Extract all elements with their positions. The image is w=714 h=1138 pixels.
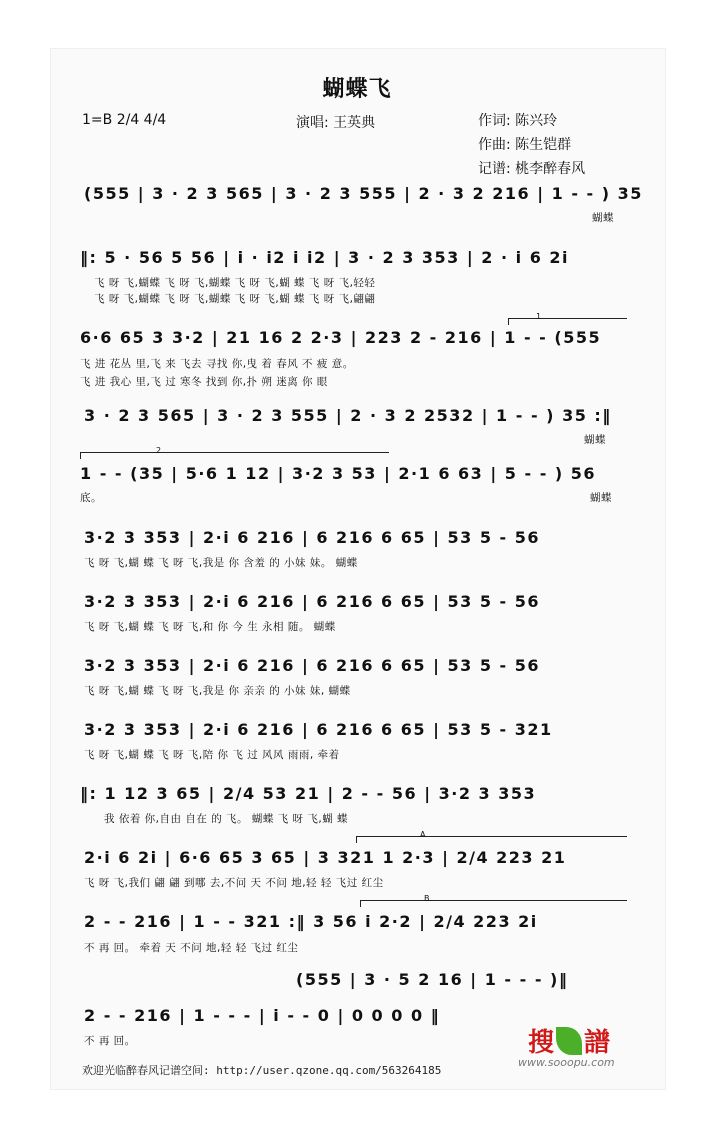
volta-bracket-a bbox=[356, 836, 627, 843]
lyric-row-3b: 飞 进 我心 里,飞 过 寒冬 找到 你,扑 朔 迷离 你 眼 bbox=[80, 376, 328, 388]
leaf-icon bbox=[556, 1027, 582, 1055]
lyric-row-14: 不 再 回。 bbox=[84, 1035, 136, 1047]
transcriber: 记谱: 桃李醉春风 bbox=[478, 161, 586, 177]
singer: 演唱: 王英典 bbox=[296, 115, 376, 131]
notation-row-5: 1 - - (35 | 5·6 1 12 | 3·2 3 53 | 2·1 6 63 | 5 - - ) 56 bbox=[80, 464, 597, 483]
lyric-row-9: 飞 呀 飞,蝴 蝶 飞 呀 飞,陪 你 飞 过 风风 雨雨, 牵着 bbox=[84, 749, 340, 761]
lyric-row-2b: 飞 呀 飞,蝴蝶 飞 呀 飞,蝴蝶 飞 呀 飞,蝴 蝶 飞 呀 飞,翩翩 bbox=[94, 293, 376, 305]
logo-char-2: 譜 bbox=[584, 1028, 611, 1058]
volta-number-2: 2 bbox=[156, 446, 162, 455]
volta-bracket-2 bbox=[80, 452, 389, 459]
volta-label-b: B bbox=[424, 894, 430, 903]
composer: 作曲: 陈生铠群 bbox=[478, 137, 572, 153]
lyric-row-8: 飞 呀 飞,蝴 蝶 飞 呀 飞,我是 你 亲亲 的 小妹 妹, 蝴蝶 bbox=[84, 685, 351, 697]
lyric-row-5a: 底。 bbox=[80, 492, 102, 504]
volta-bracket-b bbox=[360, 900, 627, 907]
lyric-row-2a: 飞 呀 飞,蝴蝶 飞 呀 飞,蝴蝶 飞 呀 飞,蝴 蝶 飞 呀 飞,轻轻 bbox=[94, 277, 376, 289]
lyric-row-1: 蝴蝶 bbox=[592, 212, 614, 224]
notation-row-9: 3·2 3 353 | 2·i 6 216 | 6 216 6 65 | 53 5 - 321 bbox=[84, 720, 553, 739]
lyric-row-11: 飞 呀 飞,我们 翩 翩 到哪 去,不问 天 不问 地,轻 轻 飞过 红尘 bbox=[84, 877, 384, 889]
notation-row-10: ‖: 1 12 3 65 | 2/4 53 21 | 2 - - 56 | 3·2 3 353 bbox=[80, 784, 537, 803]
lyric-row-12: 不 再 回。 牵着 天 不问 地,轻 轻 飞过 红尘 bbox=[84, 942, 299, 954]
notation-row-13: (555 | 3 · 5 2 16 | 1 - - - )‖ bbox=[296, 970, 569, 989]
notation-row-7: 3·2 3 353 | 2·i 6 216 | 6 216 6 65 | 53 5 - 56 bbox=[84, 592, 540, 611]
footer-link-text: 欢迎光临醉春风记谱空间: http://user.qzone.qq.com/563264185 bbox=[82, 1064, 442, 1077]
lyric-row-6: 飞 呀 飞,蝴 蝶 飞 呀 飞,我是 你 含羞 的 小妹 妹。 蝴蝶 bbox=[84, 557, 358, 569]
lyric-row-4: 蝴蝶 bbox=[584, 434, 606, 446]
lyric-row-3a: 飞 进 花丛 里,飞 来 飞去 寻找 你,曳 着 春风 不 疲 意。 bbox=[80, 358, 354, 370]
lyric-row-7: 飞 呀 飞,蝴 蝶 飞 呀 飞,和 你 今 生 永相 随。 蝴蝶 bbox=[84, 621, 336, 633]
notation-row-1: (555 | 3 · 2 3 565 | 3 · 2 3 555 | 2 · 3 2 216 | 1 - - ) 35 bbox=[84, 184, 643, 203]
logo-char-1: 搜 bbox=[528, 1028, 555, 1058]
volta-number-1: 1 bbox=[536, 312, 542, 321]
notation-row-12: 2 - - 216 | 1 - - 321 :‖ 3 56 i 2·2 | 2/4 223 2i bbox=[84, 912, 538, 931]
notation-row-11: 2·i 6 2i | 6·6 65 3 65 | 3 321 1 2·3 | 2/4 223 21 bbox=[84, 848, 567, 867]
notation-row-6: 3·2 3 353 | 2·i 6 216 | 6 216 6 65 | 53 5 - 56 bbox=[84, 528, 540, 547]
logo-site-url: www.sooopu.com bbox=[518, 1056, 615, 1069]
volta-bracket-1 bbox=[508, 318, 627, 325]
sooopu-logo bbox=[518, 1022, 615, 1069]
notation-row-3: 6·6 65 3 3·2 | 21 16 2 2·3 | 223 2 - 216 | 1 - - (555 bbox=[80, 328, 602, 347]
lyric-row-10: 我 依着 你,自由 自在 的 飞。 蝴蝶 飞 呀 飞,蝴 蝶 bbox=[104, 813, 349, 825]
key-signature: 1=B 2/4 4/4 bbox=[82, 112, 167, 128]
song-title: 蝴蝶飞 bbox=[322, 77, 392, 102]
notation-row-4: 3 · 2 3 565 | 3 · 2 3 555 | 2 · 3 2 2532 | 1 - - ) 35 :‖ bbox=[84, 406, 612, 425]
volta-label-a: A bbox=[420, 830, 426, 839]
notation-row-2: ‖: 5 · 56 5 56 | i · i2 i i2 | 3 · 2 3 353 | 2 · i 6 2i bbox=[80, 248, 570, 267]
lyricist: 作词: 陈兴玲 bbox=[478, 113, 558, 129]
lyric-row-5b: 蝴蝶 bbox=[590, 492, 612, 504]
notation-row-14: 2 - - 216 | 1 - - - | i - - 0 | 0 0 0 0 ‖ bbox=[84, 1006, 441, 1025]
notation-row-8: 3·2 3 353 | 2·i 6 216 | 6 216 6 65 | 53 5 - 56 bbox=[84, 656, 540, 675]
